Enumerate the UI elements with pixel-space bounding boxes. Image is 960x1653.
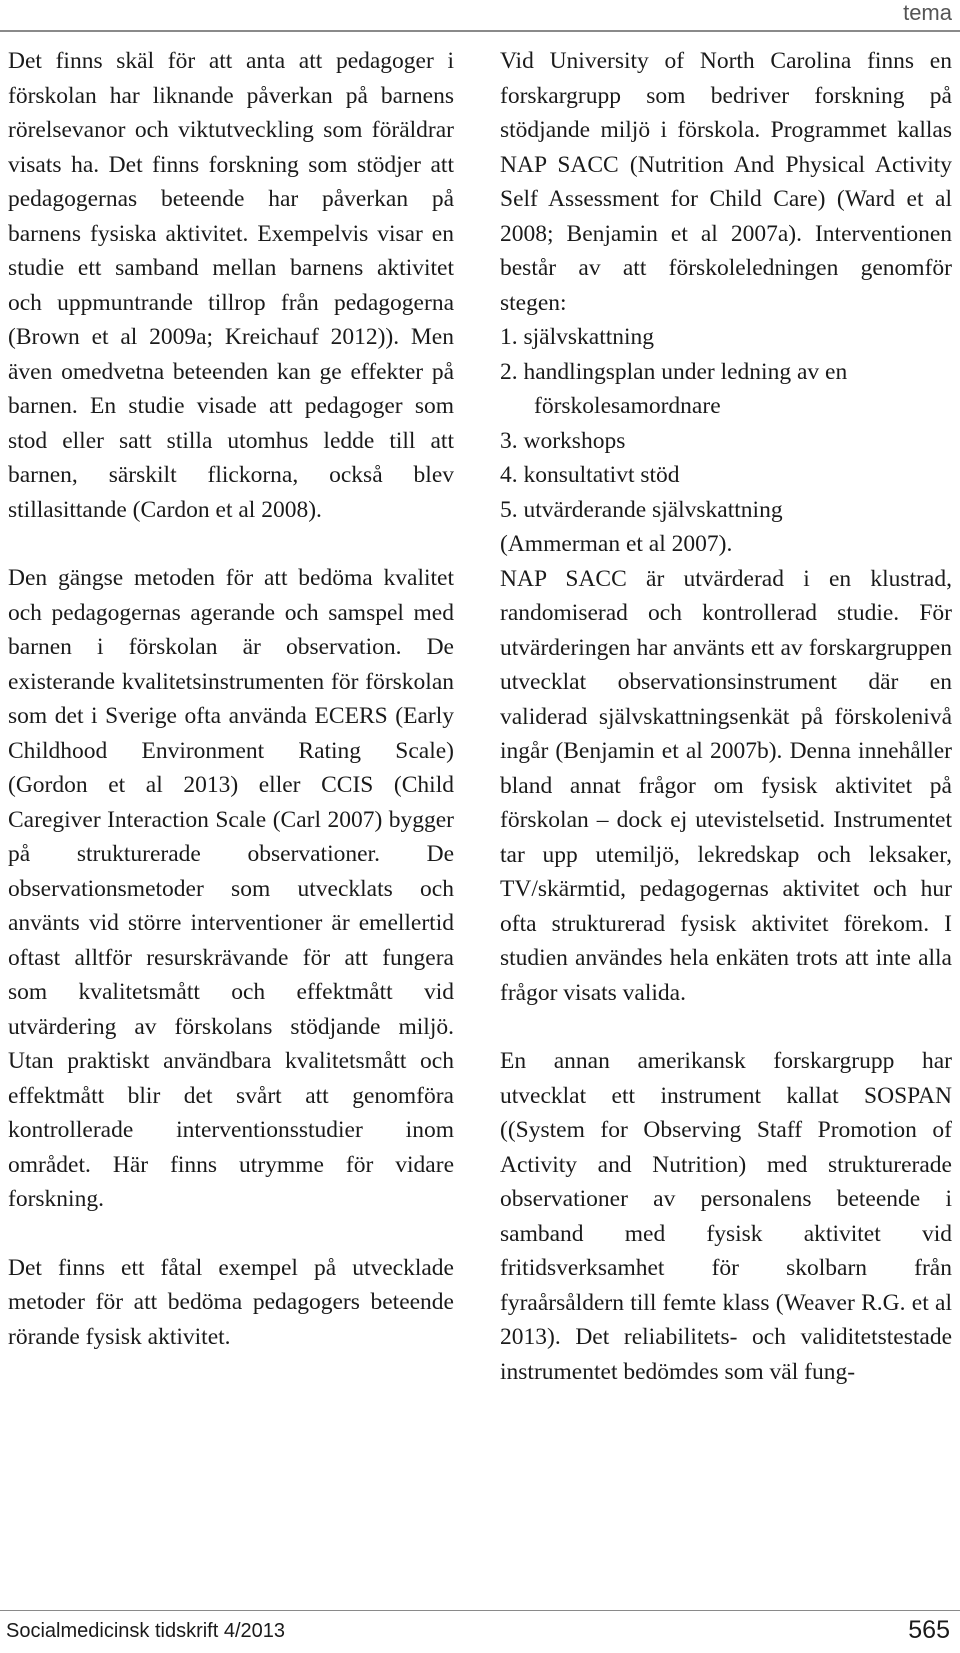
paragraph-few-examples: Det finns ett fåtal exempel på utvecklade metoder för att bedöma pedagogers beteende rörande fysisk aktivitet. <box>8 1254 454 1350</box>
list-item: 4. konsultativt stöd <box>500 462 680 488</box>
list-item: 5. utvärderande självskattning <box>500 496 783 523</box>
section-label: tema <box>903 0 952 25</box>
journal-name: Socialmedicinsk tidskrift 4/2013 <box>6 1620 286 1642</box>
paragraph-nap-sacc-evaluation: NAP SACC är utvärderad i en klustrad, randomiserad och kontrollerad studie. För utvärderingen har använts ett av forskargruppen utvecklat observationsinstrument där en validerad självskattningsenkät på förskolenivå ingår (Benjamin et al 2007b). Denna innehåller bland annat frågor om fysisk aktivitet på förskolan – dock ej utevistelsetid. Instrumentet tar upp utemiljö, lekredskap och leksaker, TV/skärmtid, pedagogernas aktivitet och hur ofta strukturerad fysisk aktivitet förekom. I studien användes hela enkäten trots att inte alla frågor visats valida. <box>500 565 952 1006</box>
footer-rule <box>0 1610 960 1611</box>
left-column <box>8 44 454 1354</box>
list-item: 3. workshops <box>500 427 626 454</box>
paragraph-preschool-influence: Det finns skäl för att anta att pedagoger i förskolan har liknande påverkan på barnens rörelsevanor och viktutveckling som föräldrar visats ha. Det finns forskning som stödjer att pedagogernas beteende har påverkan på barnens fysiska aktivitet. Exempelvis visar en studie ett samband mellan barnens aktivitet och uppmuntrande tillrop från pedagogerna (Brown et al 2009a; Kreichauf 2012)). Men även omedvetna beteenden kan ge effekter på barnen. En studie visade att pedagoger som stod eller satt stilla utomhus ledde till att barnen, särskilt flickorna, också blev stillasittande (Cardon et al 2008). <box>8 48 454 523</box>
paragraph-nap-sacc-intro: Vid University of North Carolina finns en forskargrupp som bedriver forskning på stödjande miljö i förskola. Programmet kallas NAP SACC (Nutrition And Physical Activity Self Assessment for Child Care) (Ward et al 2008; Benjamin et al 2007a). Interventionen består av att förskoleledningen genomför stegen: <box>500 48 952 316</box>
right-column <box>500 44 952 1389</box>
paragraph-observation-methods: Den gängse metoden för att bedöma kvalitet och pedagogernas agerande och samspel med barnen i förskolan är observation. De existerande kvalitetsinstrumenten för förskolan som det i Sverige ofta använda ECERS (Early Childhood Environment Rating Scale) (Gordon et al 2013) eller CCIS (Child Caregiver Interaction Scale (Carl 2007) bygger på strukturerade observationer. De observationsmetoder som utvecklats och använts vid större interventioner är emellertid oftast alltför resurskrävande för att fungera som kvalitetsmått och effektmått vid utvärdering av förskolans stödjande miljö. Utan praktiskt användbara kvalitetsmått och effektmått blir det svårt att genomföra kontrollerade interventionsstudier inom området. Här finns utrymme för vidare forskning. <box>8 565 454 1212</box>
list-item: 1. självskattning <box>500 324 655 350</box>
paragraph-sospan: En annan amerikansk forskargrupp har utvecklat ett instrument kallat SOSPAN ((System for Observing Staff Promotion of Activity and Nutrition) med strukturerade observationer av personalens beteende i samband med fysisk aktivitet vid fritidsverksamhet för skolbarn från fyraårsåldern till femte klass (Weaver R.G. et al 2013). Det reliabilitets- och validitetstestade instrumentet bedömdes som väl fung- <box>500 1048 952 1385</box>
page-number: 565 <box>908 1616 950 1644</box>
steps-citation: (Ammerman et al 2007). <box>500 531 733 557</box>
header-rule <box>0 30 960 32</box>
list-item: 2. handlingsplan under ledning av en förskolesamordnare <box>500 358 848 419</box>
intervention-steps-list <box>500 320 952 527</box>
